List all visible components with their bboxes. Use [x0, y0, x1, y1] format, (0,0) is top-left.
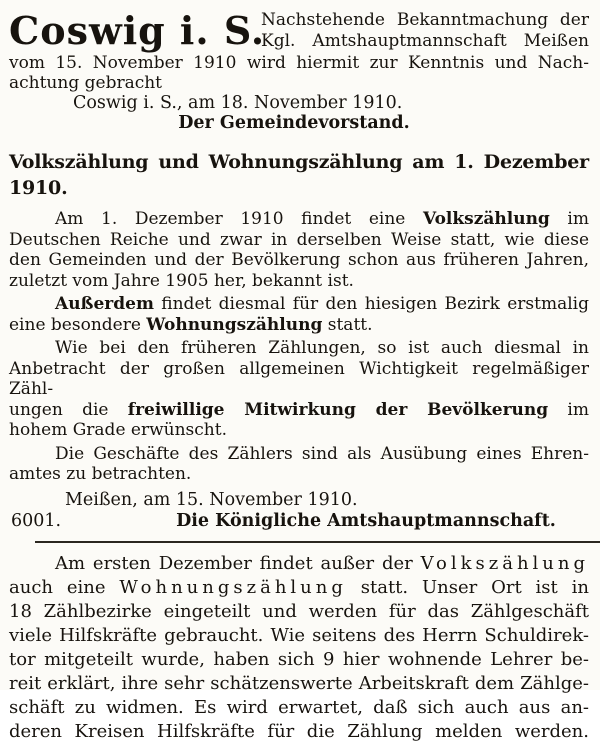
announcement-signature: Die Königliche Amtshauptmannschaft. [176, 510, 556, 531]
local-note-line: deren Kreisen Hilfskräfte für die Zählung melden werden. [9, 720, 589, 742]
paragraph-line: den Gemeinden und der Bevölkerung schon aus früheren Jahren, [9, 250, 589, 270]
announcement-headline: Volkszählung und Wohnungszählung am 1. Dezember 1910. [9, 151, 589, 199]
masthead-section [9, 8, 589, 134]
local-note-line: auch eine Wohnungszählung statt. Unser Ort ist in [9, 576, 589, 598]
section-divider [35, 541, 600, 543]
paragraph-line: Am 1. Dezember 1910 findet eine Volkszählung im [55, 209, 589, 229]
masthead-intro-line: Nachstehende Bekanntmachung der [261, 10, 589, 30]
masthead-intro-line: Kgl. Amtshauptmannschaft Meißen [261, 31, 589, 51]
local-note-line: viele Hilfskräfte gebraucht. Wie seitens des Herrn Schuldirek- [9, 624, 589, 646]
reference-number: 6001. [11, 510, 62, 531]
masthead-intro [261, 8, 589, 52]
bold-term: Volkszählung [422, 209, 550, 229]
paragraph-line: amtes zu betrachten. [9, 464, 192, 484]
letterspaced-term: Wohnungszählung [119, 576, 347, 598]
announcement-dateline: Meißen, am 15. November 1910. [65, 489, 358, 510]
masthead-row [9, 8, 589, 53]
announcement-paragraph-3 [9, 338, 589, 441]
local-note-line: Am ersten Dezember findet außer der Volkszählung [55, 552, 589, 574]
announcement-paragraph-2 [9, 294, 589, 335]
letterspaced-term: Volkszählung [420, 552, 589, 574]
bold-term: freiwillige Mitwirkung der Bevölkerung [127, 399, 549, 420]
paragraph-line: Außerdem findet diesmal für den hiesigen Bezirk erstmalig [55, 294, 589, 314]
local-note-section [9, 552, 589, 744]
bold-term: Außerdem [55, 294, 154, 314]
local-note-line: 18 Zählbezirke eingeteilt und werden für das Zählgeschäft [9, 600, 589, 622]
paragraph-line: Wie bei den früheren Zählungen, so ist auch diesmal in [55, 338, 589, 358]
local-note-line: tor mitgeteilt wurde, haben sich 9 hier wohnende Lehrer be- [9, 648, 589, 670]
paragraph-line: eine besondere Wohnungszählung statt. [9, 314, 373, 335]
masthead-body [9, 53, 589, 93]
paragraph-line: Deutschen Reiche und zwar in derselben Weise statt, wie diese [9, 229, 589, 250]
masthead-body-line: achtung gebracht [9, 73, 163, 93]
masthead-body-line: vom 15. November 1910 wird hiermit zur Kenntnis und Nach- [9, 53, 589, 73]
announcement-section [9, 149, 589, 532]
paragraph-line: hohem Grade erwünscht. [9, 420, 227, 440]
local-note-line: reit erklärt, ihre sehr schätzenswerte Arbeitskraft dem Zählge- [9, 672, 589, 694]
paragraph-line: zuletzt vom Jahre 1905 her, bekannt ist. [9, 270, 354, 291]
paragraph-line: Die Geschäfte des Zählers sind als Ausübung eines Ehren- [55, 443, 589, 464]
bold-term: Wohnungszählung [146, 314, 323, 335]
announcement-signature-row [9, 511, 589, 532]
announcement-paragraph-1 [9, 209, 589, 291]
masthead-signature: Der Gemeindevorstand. [178, 113, 410, 133]
masthead-dateline: Coswig i. S., am 18. November 1910. [73, 93, 403, 113]
local-note-line: schäft zu widmen. Es wird erwartet, daß sich auch aus an- [9, 696, 589, 718]
town-title: Coswig i. S. [9, 8, 266, 53]
paragraph-line: Anbetracht der großen allgemeinen Wichtigkeit regelmäßiger Zähl- [9, 358, 589, 399]
announcement-paragraph-4 [9, 444, 589, 485]
paragraph-line: ungen die freiwillige Mitwirkung der Bevölkerung im [9, 399, 589, 420]
